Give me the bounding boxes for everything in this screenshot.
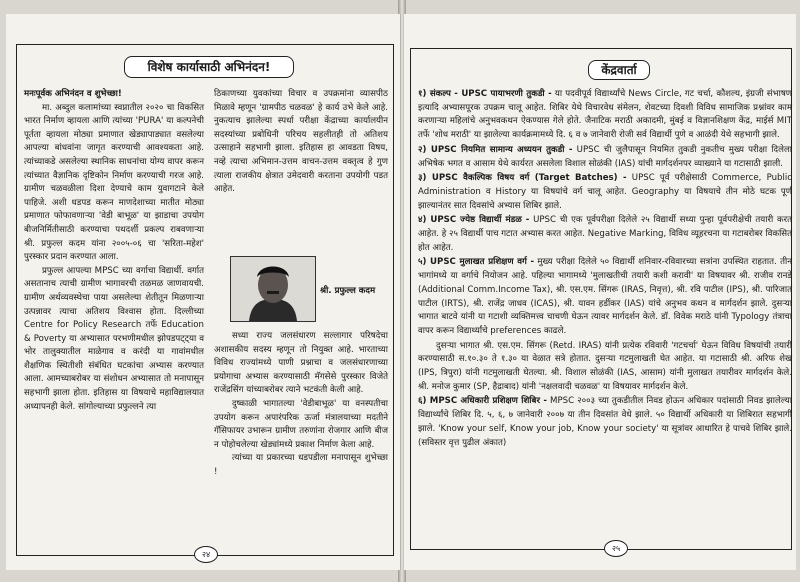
right-page xyxy=(404,14,796,570)
news-item xyxy=(418,88,792,143)
news-item-label: ३) UPSC वैकल्पिक विषय वर्ग (Target Batches) - xyxy=(418,173,627,184)
news-item xyxy=(418,214,792,255)
news-item-text: UPSC ची जुलैपासून नियमित तुकडी नुकतीच मुख्य परीक्षा दिलेला अभिषेक भगत व आसाम येथे कार्यरत असलेला विशाल सोळंकी (IAS) यांची मार्गदर्शनपर व्याख्याने या गटासाठी झाली. xyxy=(418,144,793,169)
news-item-text: दुसऱ्या भागात श्री. एस.एम. सिंगरू (Retd. IRAS) यांनी प्रत्येक रविवारी 'गटचर्चा' घेऊन विविध विषयांची तयारी करण्यासाठी स.१०.३० ते १.३० या वेळात सत्रे होतात. दुसऱ्या गटमुलाखती घेत आहेत. या गटासाठी श्री. अरिफ शेख (IPS, त्रिपुरा) यांनी गटमुलाखती घेतल्या. श्री. विशाल सोळंकी (IAS, आसाम) यांनी मुलाखत तयारीवर मार्गदर्शन केले. श्री. मनोज कुमार (SP, हैद्राबाद) यांनी 'नक्षलवादी चळवळ' या विषयावर मार्गदर्शन केले. xyxy=(418,340,792,392)
news-item-label: ४) UPSC ज्येष्ठ विद्यार्थी मंडळ - xyxy=(418,215,530,226)
news-item-text: UPSC पूर्व परीक्षेसाठी Commerce, Public Administration व History या विषयांचे वर्ग चालू आहेत. Geography या विषयाचे तीन मोठे घटक पूर्ण झाल्यानंतर सात दिवसांचे अभ्यास शिबिर झाले. xyxy=(418,173,792,211)
photo-caption: श्री. प्रफुल्ल कदम xyxy=(320,286,376,296)
left-page-heading: विशेष कार्यासाठी अभिनंदन! xyxy=(124,56,294,78)
news-item-text: UPSC ची एक पूर्वपरीक्षा दिलेले २५ विद्यार्थी सध्या पुन्हा पूर्वपरीक्षेची तयारी करत आहेत. हे २५ विद्यार्थी पाच गटात अभ्यास करत आहेत. Negative Marking, विविध व्यूहरचना या गटाबरोबर विकसित होत आहेत. xyxy=(418,215,793,253)
news-item-text: या पदवीपूर्व विद्यार्थ्यांचे News Circle, गट चर्चा, कौशल्य, इंग्रजी संभाषण इत्यादि अभ्यासपूरक उपक्रम चालू आहेत. शिबिर येथे विचारवेध संमेलन, शेवटच्या दिवशी विविध सामाजिक प्रश्नांवर काम करणाऱ्या महिलांचे अनुभवकथन ऐकण्यास गेले होते. जैनाटिक मराठी अकादमी, मुंबई व विज्ञानशिक्षण केंद्र, माईर्स MIT तर्फे 'शोध मराठी' या झालेल्या कार्यक्रमामध्ये दि. ६ व ७ जानेवारी रोजी सर्व विद्यार्थी पुणे व आळंदी येथे सहभागी झाले. xyxy=(418,89,792,141)
news-item xyxy=(418,340,792,395)
news-item-label: ६) MPSC अधिकारी प्रशिक्षण शिबिर - xyxy=(418,396,547,407)
news-item xyxy=(418,172,792,213)
right-page-heading: केंद्रवार्ता xyxy=(588,60,650,80)
news-item xyxy=(418,256,792,338)
left-paragraph-4: सध्या राज्य जलसंधारण सल्लागार परिषदेचा अशासकीय सदस्य म्हणून तो नियुक्त आहे. भारताच्या विविध राज्यांमध्ये पाणी प्रश्नाचा व जलसंधारणाच्या प्रयोगाचा अभ्यास करण्यासाठी मॅगसेसे पुरस्कार विजेते राजेंद्रसिंग यांच्याबरोबर त्याने भटकंती केली आहे. xyxy=(214,331,388,396)
greeting-subheading: मनःपूर्वक अभिनंदन व शुभेच्छा! xyxy=(24,89,122,99)
news-item-label: ५) UPSC मुलाखत प्रशिक्षण वर्ग - xyxy=(418,257,535,268)
left-column-b-bottom xyxy=(214,330,388,480)
left-column-a xyxy=(24,88,204,414)
left-paragraph-1: मा. अब्दुल कलामांच्या स्वप्नातील २०२० चा विकसित भारत निर्माण व्हायला आणि त्यांच्या 'PURA' या कल्पनेची पूर्तता व्हायला मोठ्या प्रमाणात खेड्यापाड्यात वसलेल्या आपल्या बांधवांना जागृत करण्याची आवश्यकता आहे. त्यांच्याकडे असलेल्या स्थानिक साधनांचा योग्य वापर करून त्यांच्यात वैज्ञानिक दृष्टिकोन निर्माण करण्याची गरज आहे. ग्रामीण चळवळीला दिशा देण्याचे काम युवागटाने केले पाहिजे. अशी धडपड करून माणदेशाच्या मातीत मोठ्या प्रमाणात फोफावणाऱ्या 'वेडी बाभूळ' या झाडाचा उपयोग बीजनिर्मितीसाठी करण्याचा पथदर्शी प्रकल्प राबवणाऱ्या श्री. प्रफुल्ल कदम यांना २००५-०६ चा 'सरिता-महेश' पुरस्कार प्रदान करण्यात आला. xyxy=(24,102,204,263)
news-item-label: २) UPSC नियमित सामान्य अध्ययन तुकडी - xyxy=(418,144,573,155)
news-item-text: MPSC २००३ च्या तुकडीतील निवड होऊन अधिकार पदांसाठी निवड झालेल्या विद्यार्थ्यांचे शिबिर दि. ५, ६, ७ जानेवारी २००७ या तीन दिवसांत वेधे झाले. ५० विद्यार्थी अधिकारी या शिबिरात सहभागी झाले. 'Know your self, Know your job, Know your society' या सूत्रांवर आधारित हे पाचवे शिबिर झाले. (सविस्तर वृत्त पुढील अंकात) xyxy=(418,396,792,448)
news-item-label: १) संकल्प - UPSC पायाभरणी तुकडी - xyxy=(418,89,552,99)
left-paragraph-3: ठिकाणच्या युवकांच्या विचार व उपक्रमांना व्यासपीठ मिळावे म्हणून 'ग्रामपीठ चळवळ' हे कार्य उभे केले आहे. नुकत्याच झालेल्या स्पर्धा परीक्षा केंद्राच्या कार्यालयीन सदस्यांच्या प्रबोधिनी परिचय सहलीतही तो अतिशय उत्साहाने सहभागी झाला. इतिहास हा आवडता विषय, नव्हे त्याचा अभिमान-उत्तम वाचन-उत्तम वक्तृत्व हे गुण त्याला राजकीय क्षेत्रात उमेदवारी करताना उपयोगी पडत आहेत. xyxy=(214,89,388,195)
left-paragraph-6: त्यांच्या या प्रकारच्या धडपडीला मनापासून शुभेच्छा ! xyxy=(214,453,388,477)
left-paragraph-5: दुष्काळी भागातल्या 'वेडीबाभूळ' या वनस्पतीचा उपयोग करून अपारंपरिक ऊर्जा मंत्रालयाच्या मदतीने गॅसिफायर उभारून ग्रामीण तरुणांना रोजगार आणि बीज न पोहोचलेल्या खेड्यांमध्ये प्रकाश निर्माण केला आहे. xyxy=(214,398,388,450)
news-item xyxy=(418,144,792,171)
news-column xyxy=(418,88,792,451)
left-column-b xyxy=(214,88,388,197)
right-page-number: २५ xyxy=(604,540,628,557)
left-page-number: २४ xyxy=(194,546,218,563)
news-item xyxy=(418,395,792,450)
portrait-image xyxy=(231,257,315,321)
news-item-text: मुख्य परीक्षा दिलेले ५० विद्यार्थी शनिवार-रविवारच्या सत्रांना उपस्थित राहतात. तीन भागांमध्ये या वर्गाचे नियोजन आहे. पहिल्या भागामध्ये 'मुलाखतीची तयारी कशी करावी' या विषयावर श्री. राजीव रानडे (Additional Comm.Income Tax), श्री. एस.एम. सिंगरू (IRAS, निवृत्त), श्री. रवि पाटील (IPS), श्री. पारिजात पाटील (IRTS), श्री. राजेंद्र जाधव (ICAS), श्री. यावन हर्डीकर (IAS) यांचे अनुभव कथन व मार्गदर्शन झाले. दुसऱ्या भागात बाटवे यांनी या गटाशी व्यक्तिमत्त्व चाचणी घेऊन त्यावर मार्गदर्शन केले. डॉ. विवेक मराठे यांनी Typology तंत्राचा वापर करून विद्यार्थ्यांचे preferences काढले. xyxy=(418,257,792,336)
left-paragraph-2: प्रफुल्ल आपल्या MPSC च्या वर्गाचा विद्यार्थी. वर्गात असतानाच त्याची ग्रामीण भागावरची तळमळ जाणवायची. ग्रामीण अर्थव्यवस्थेचा पाया असलेल्या शेतीतून मिळणाऱ्या उत्पन्नावर त्याचा अतिशय विश्वास होता. दिल्लीच्या Centre for Policy Research तर्फे Education & Poverty या अभ्यासात परभणीमधील झोपडपट्ट्या व भोर तालुक्यातील माळेगाव व करंदी या गावांमधील शैक्षणिक स्थितीशी संबंधित घटकांचा अभ्यास करण्यात आला. आमच्याबरोबर या संशोधन अभ्यासात तो मनापासून सहभागी झाला होता. इतिहास या विषयाचे महाविद्यालयात अध्यापनही केले. सांगोल्याच्या प्रफुल्लने त्या xyxy=(24,265,204,412)
portrait-photo xyxy=(230,256,316,322)
left-page xyxy=(6,14,401,570)
